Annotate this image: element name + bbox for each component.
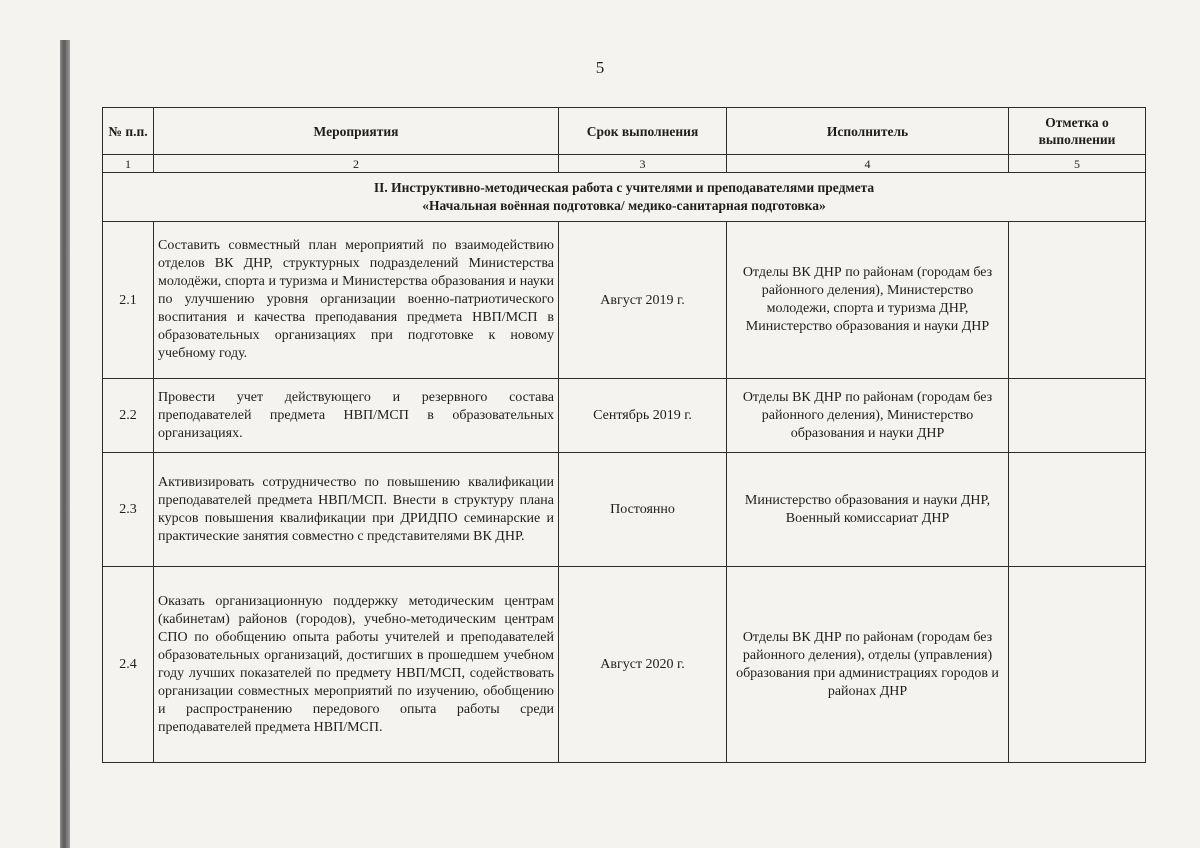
section-header-row — [103, 173, 1146, 222]
row-deadline: Постоянно — [559, 453, 727, 567]
row-executor: Отделы ВК ДНР по районам (городам без районного деления), Министерство молодежи, спорта и туризма ДНР, Министерство образования и науки ДНР — [727, 222, 1009, 379]
column-index: 4 — [727, 155, 1009, 173]
section-title-line1: II. Инструктивно-методическая работа с учителями и преподавателями предмета — [373, 180, 875, 195]
row-executor: Отделы ВК ДНР по районам (городам без районного деления), отделы (управления) образования при администрациях городов и районах ДНР — [727, 567, 1009, 763]
row-deadline: Август 2019 г. — [559, 222, 727, 379]
binding-edge — [60, 40, 70, 848]
row-activity: Оказать организационную поддержку методическим центрам (кабинетам) районов (городов), учебно-методическим центрам СПО по обобщению опыта работы учителей и преподавателей образовательных организаций, достигших в прошедшем учебном году лучших показателей по предмету НВП/МСП, содействовать организации совместных мероприятий по изучению, обобщению и распространению передового опыта работы среди преподавателей предмета НВП/МСП. — [154, 567, 559, 763]
page-number: 5 — [595, 58, 605, 77]
row-executor: Министерство образования и науки ДНР, Военный комиссариат ДНР — [727, 453, 1009, 567]
row-num: 2.1 — [103, 222, 154, 379]
header-deadline: Срок выполнения — [559, 108, 727, 155]
row-activity: Провести учет действующего и резервного состава преподавателей предмета НВП/МСП в образовательных организациях. — [154, 379, 559, 453]
table-row — [103, 453, 1146, 567]
table-row — [103, 379, 1146, 453]
table-header-row — [103, 108, 1146, 155]
row-mark — [1009, 379, 1146, 453]
row-mark — [1009, 453, 1146, 567]
column-index: 2 — [154, 155, 559, 173]
table-row — [103, 222, 1146, 379]
table-row — [103, 567, 1146, 763]
header-num: № п.п. — [103, 108, 154, 155]
row-num: 2.4 — [103, 567, 154, 763]
activities-table — [102, 107, 1146, 763]
row-executor: Отделы ВК ДНР по районам (городам без районного деления), Министерство образования и науки ДНР — [727, 379, 1009, 453]
section-title-line2: «Начальная воённая подготовка/ медико-санитарная подготовка» — [422, 198, 826, 213]
header-mark: Отметка о выполнении — [1009, 108, 1146, 155]
column-index: 3 — [559, 155, 727, 173]
column-index: 5 — [1009, 155, 1146, 173]
row-activity: Активизировать сотрудничество по повышению квалификации преподавателей предмета НВП/МСП. Внести в структуру плана курсов повышения квалификации при ДРИДПО семинарские и практические занятия совместно с представителями ВК ДНР. — [154, 453, 559, 567]
header-executor: Исполнитель — [727, 108, 1009, 155]
row-deadline: Август 2020 г. — [559, 567, 727, 763]
row-num: 2.3 — [103, 453, 154, 567]
row-deadline: Сентябрь 2019 г. — [559, 379, 727, 453]
row-num: 2.2 — [103, 379, 154, 453]
header-activity: Мероприятия — [154, 108, 559, 155]
section-title — [103, 173, 1146, 222]
column-index: 1 — [103, 155, 154, 173]
column-index-row — [103, 155, 1146, 173]
row-mark — [1009, 567, 1146, 763]
row-activity: Составить совместный план мероприятий по взаимодействию отделов ВК ДНР, структурных подразделений Министерства молодёжи, спорта и туризма и Министерства образования и науки по улучшению уровня организации военно-патриотического воспитания и качества преподавания предмета НВП/МСП в образовательных организациях при подготовке к новому учебному году. — [154, 222, 559, 379]
row-mark — [1009, 222, 1146, 379]
